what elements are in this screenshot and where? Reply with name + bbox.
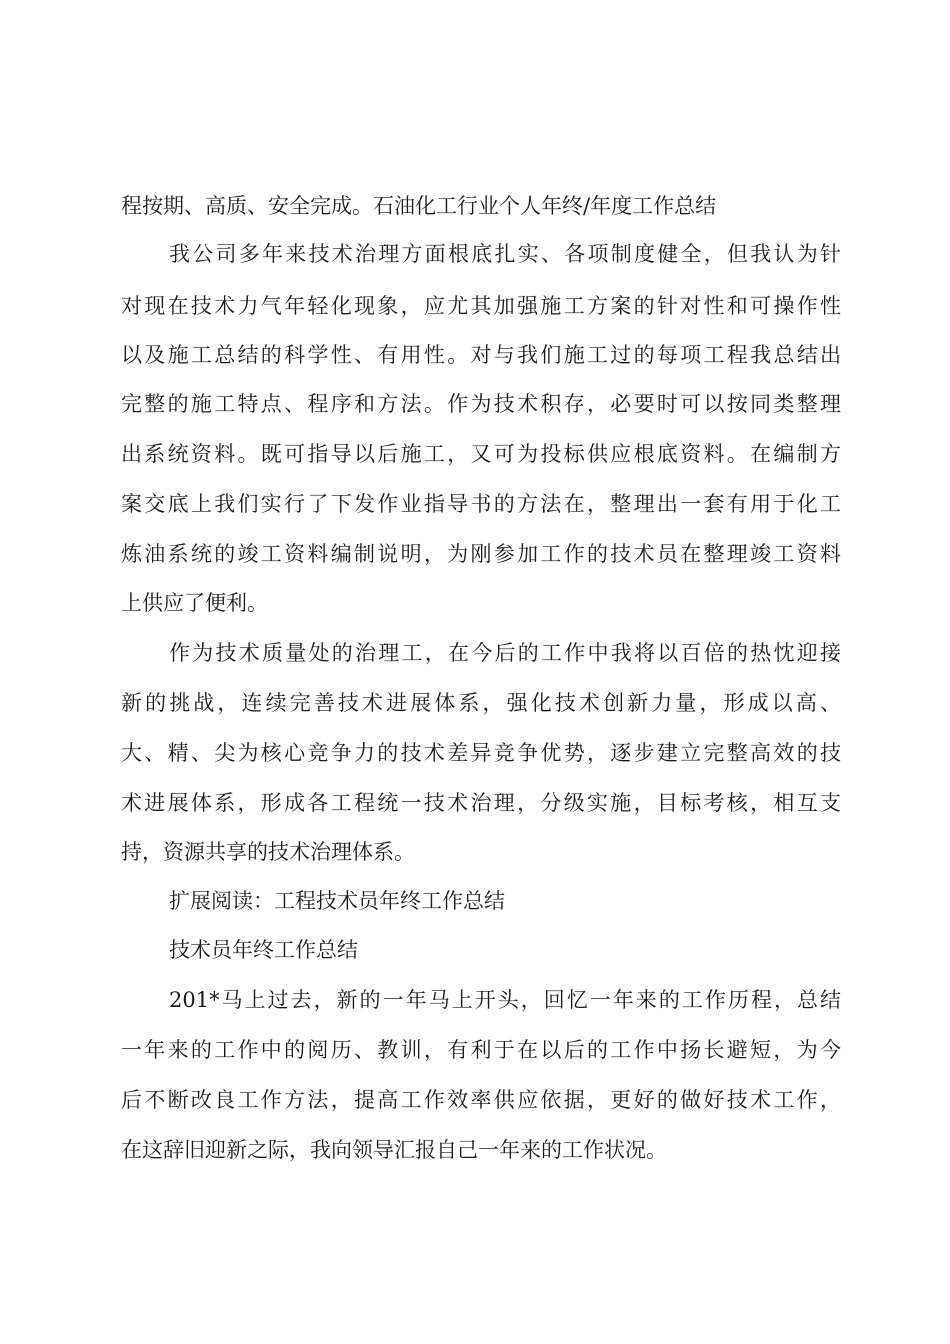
text-line-13: 术进展体系，形成各工程统一技术治理，分级实施，目标考核，相互支 (121, 791, 841, 815)
text-line-18: 一年来的工作中的阅历、教训，有利于在以后的工作中扬长避短，为今 (121, 1038, 841, 1062)
text-line-5: 完整的施工特点、程序和方法。作为技术积存，必要时可以按同类整理 (121, 392, 841, 416)
text-line-11: 新的挑战，连续完善技术进展体系，强化技术创新力量，形成以高、 (121, 691, 841, 715)
text-line-2: 我公司多年来技术治理方面根底扎实、各项制度健全，但我认为针 (169, 242, 841, 266)
text-line-12: 大、精、尖为核心竞争力的技术差异竞争优势，逐步建立完整高效的技 (121, 741, 841, 765)
text-line-10: 作为技术质量处的治理工，在今后的工作中我将以百倍的热忱迎接 (169, 641, 841, 665)
text-line-6: 出系统资料。既可指导以后施工，又可为投标供应根底资料。在编制方 (121, 442, 841, 466)
text-line-7: 案交底上我们实行了下发作业指导书的方法在，整理出一套有用于化工 (121, 492, 841, 516)
text-line-17: 201*马上过去，新的一年马上开头，回忆一年来的工作历程，总结 (169, 988, 841, 1012)
text-line-3: 对现在技术力气年轻化现象，应尤其加强施工方案的针对性和可操作性 (121, 294, 841, 318)
text-line-19: 后不断改良工作方法，提高工作效率供应依据，更好的做好技术工作， (121, 1088, 841, 1112)
section-title: 技术员年终工作总结 (169, 938, 358, 962)
text-line-1: 程按期、高质、安全完成。石油化工行业个人年终/年度工作总结 (121, 194, 717, 218)
text-line-14: 持，资源共享的技术治理体系。 (121, 840, 415, 864)
text-line-8: 炼油系统的竣工资料编制说明，为刚参加工作的技术员在整理竣工资料 (121, 542, 841, 566)
text-line-4: 以及施工总结的科学性、有用性。对与我们施工过的每项工程我总结出 (121, 343, 841, 367)
text-line-20: 在这辞旧迎新之际，我向领导汇报自己一年来的工作状况。 (121, 1138, 667, 1162)
text-line-9: 上供应了便利。 (121, 591, 268, 615)
extended-reading-heading: 扩展阅读：工程技术员年终工作总结 (169, 889, 505, 913)
